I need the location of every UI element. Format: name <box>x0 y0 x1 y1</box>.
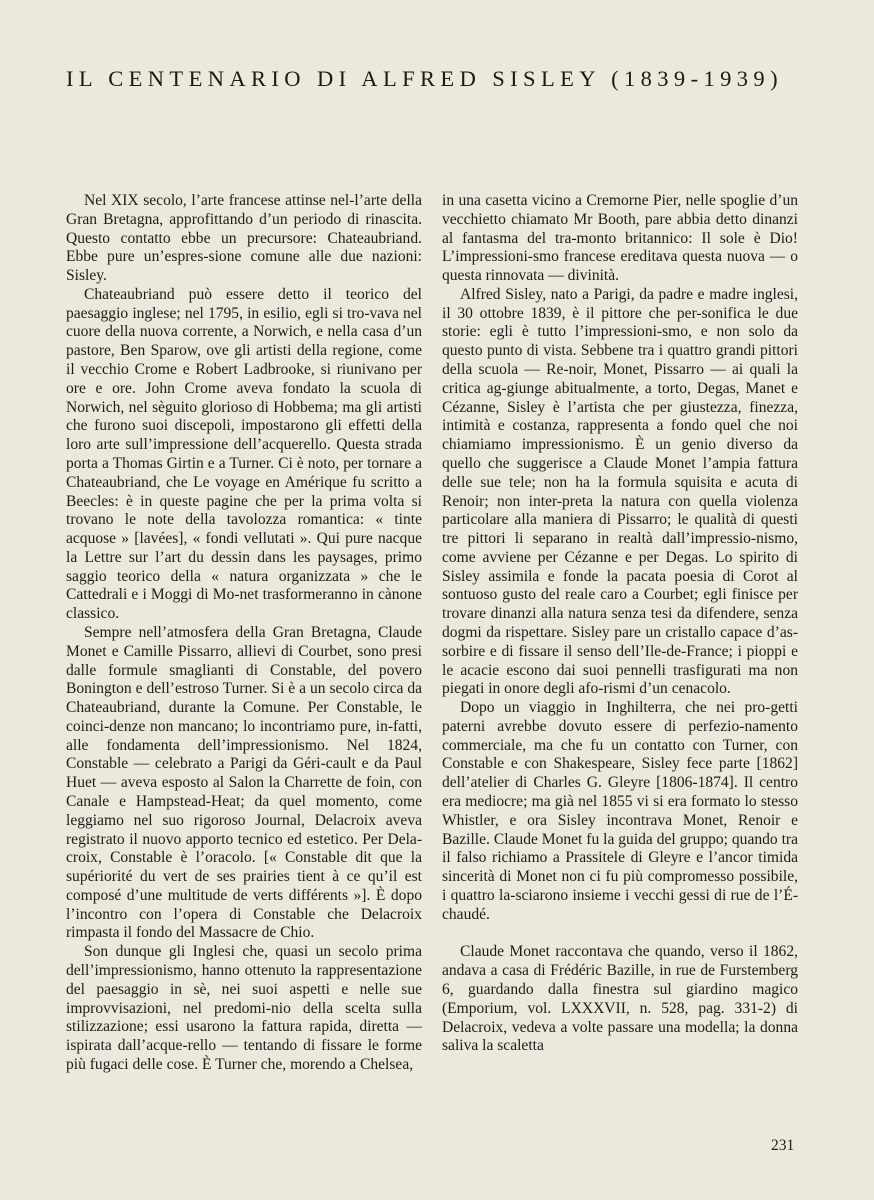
right-column <box>442 192 798 1056</box>
paragraph: Claude Monet raccontava che quando, verso il 1862, andava a casa di Frédéric Bazille, in rue de Furstemberg 6, guardando dalla finestra sul giardino magico (Emporium, vol. LXXXVII, n. 528, pag. 331-2) di Delacroix, vedeva a volte passare una modella; la donna saliva la scaletta <box>442 943 798 1055</box>
page-number: 231 <box>771 1137 795 1154</box>
paragraph: Dopo un viaggio in Inghilterra, che nei pro-getti paterni avrebbe dovuto essere di perfezio-namento commerciale, ma che fu un contatto con Turner, con Constable e con Shakespeare, Sisley fece parte [1862] dell’atelier di Charles G. Gleyre [1806-1874]. Il centro era mediocre; ma già nel 1855 vi si era formato lo stesso Whistler, e ora Sisley incontrava Monet, Renoir e Bazille. Claude Monet fu la guida del gruppo; quando tra il falso richiamo a Prassitele di Gleyre e l’ancor timida sincerità di Monet non ci fu più compromesso possibile, i quattro la-sciarono insieme i vecchi gessi di rue de l’É-chaudé. <box>442 699 798 923</box>
page-title: IL CENTENARIO DI ALFRED SISLEY (1839-1939) <box>66 66 783 91</box>
left-column <box>66 192 422 1075</box>
paragraph: in una casetta vicino a Cremorne Pier, nelle spoglie d’un vecchietto chiamato Mr Booth, pare abbia detto dinanzi al fantasma del tra-monto britannico: Il sole è Dio! L’impressioni-smo francese ereditava questa nuova — o questa rinnovata — divinità. <box>442 192 798 285</box>
paragraph: Sempre nell’atmosfera della Gran Bretagna, Claude Monet e Camille Pissarro, allievi di Courbet, sono presi dalle formule smaglianti di Constable, del povero Bonington e dell’estroso Turner. Si è a un secolo circa da Chateaubriand, durante la Comune. Per Constable, le coinci-denze non mancano; lo incontriamo pure, in-fatti, alle fondamenta dell’impressionismo. Nel 1824, Constable — celebrato a Parigi da Géri-cault e da Paul Huet — aveva esposto al Salon la Charrette de foin, con Canale e Hampstead-Heat; da quel momento, come leggiamo nel suo rigoroso Journal, Delacroix aveva registrato il nuovo apporto tecnico ed estetico. Per Dela-croix, Constable è l’oracolo. [« Constable dit que la supériorité du vert de ses prairies tient à ce qu’il est composé d’une multitude de verts différents »]. È dopo l’incontro con l’opera di Constable che Delacroix rimpasta il fondo del Massacre de Chio. <box>66 623 422 942</box>
paragraph: Chateaubriand può essere detto il teorico del paesaggio inglese; nel 1795, in esilio, egli si tro-vava nel cuore della nuova corrente, a Norwich, e nella casa d’un pastore, Ben Sparow, ove gli artisti della regione, come il vecchio Crome e Robert Ladbrooke, si riunivano per ore e ore. John Crome aveva fondato la scuola di Norwich, nel sèguito glorioso di Hobbema; ma gli artisti che furono suoi discepoli, impostarono gli effetti della loro arte sull’impressione dell’acquerello. Questa strada porta a Thomas Girtin e a Turner. Ci è noto, per tornare a Chateaubriand, che Le voyage en Amérique fu scritto a Beecles: è in queste pagine che per la prima volta si trovano le note della tavolozza romantica: « tinte acquose » [lavées], « fondi vellutati ». Qui pure nacque la Lettre sur l’art du dessin dans les paysages, primo saggio teorico della « natura organizzata » che le Cattedrali e i Moggi di Mo-net trasformeranno in cànone classico. <box>66 285 422 623</box>
paragraph: Nel XIX secolo, l’arte francese attinse nel-l’arte della Gran Bretagna, approfittando d’un periodo di rinascita. Questo contatto ebbe un precursore: Chateaubriand. Ebbe pure un’espres-sione comune alle due nazioni: Sisley. <box>66 192 422 285</box>
paragraph: Son dunque gli Inglesi che, quasi un secolo prima dell’impressionismo, hanno ottenuto la rappresentazione del paesaggio in sè, nei suoi aspetti e nelle sue improvvisazioni, nel predomi-nio della scelta sulla stilizzazione; essi usarono la fattura rapida, diretta — ispirata dall’acque-rello — tentando di fissare le forme più fugaci delle cose. È Turner che, morendo a Chelsea, <box>66 943 422 1073</box>
paragraph: Alfred Sisley, nato a Parigi, da padre e madre inglesi, il 30 ottobre 1839, è il pittore che per-sonifica le due storie: egli è tutto l’impressioni-smo, e non solo da questo punto di vista. Sebbene tra i quattro grandi pittori della scuola — Re-noir, Monet, Pissarro — ai quali la critica ag-giunge abitualmente, a torto, Degas, Manet e Cézanne, Sisley è l’artista che per giustezza, finezza, intimità e costanza, rappresenta a fondo quel che noi chiamiamo impressionismo. È un genio diverso da quello che suggerisce a Claude Monet l’ampia fattura delle sue tele; non ha la formula squisita e acuta di Renoir; non inter-preta la natura con quella violenza particolare alla maniera di Pissarro; le qualità di questi tre pittori li separano in realtà dall’impressio-nismo, come avviene per Cézanne e per Degas. Lo spirito di Sisley assimila e fonde la pacata poesia di Corot al sontuoso gusto del reale caro a Courbet; egli finisce per trovare dinanzi alla natura senza tesi da difendere, senza dogmi da rispettare. Sisley pare un cristallo capace d’as-sorbire e di fissare il senso dell’Ile-de-France; i pioppi e le acacie escono dai suoi pennelli trasfigurati ma non piegati in onore degli afo-rismi d’un cenacolo. <box>442 285 798 698</box>
